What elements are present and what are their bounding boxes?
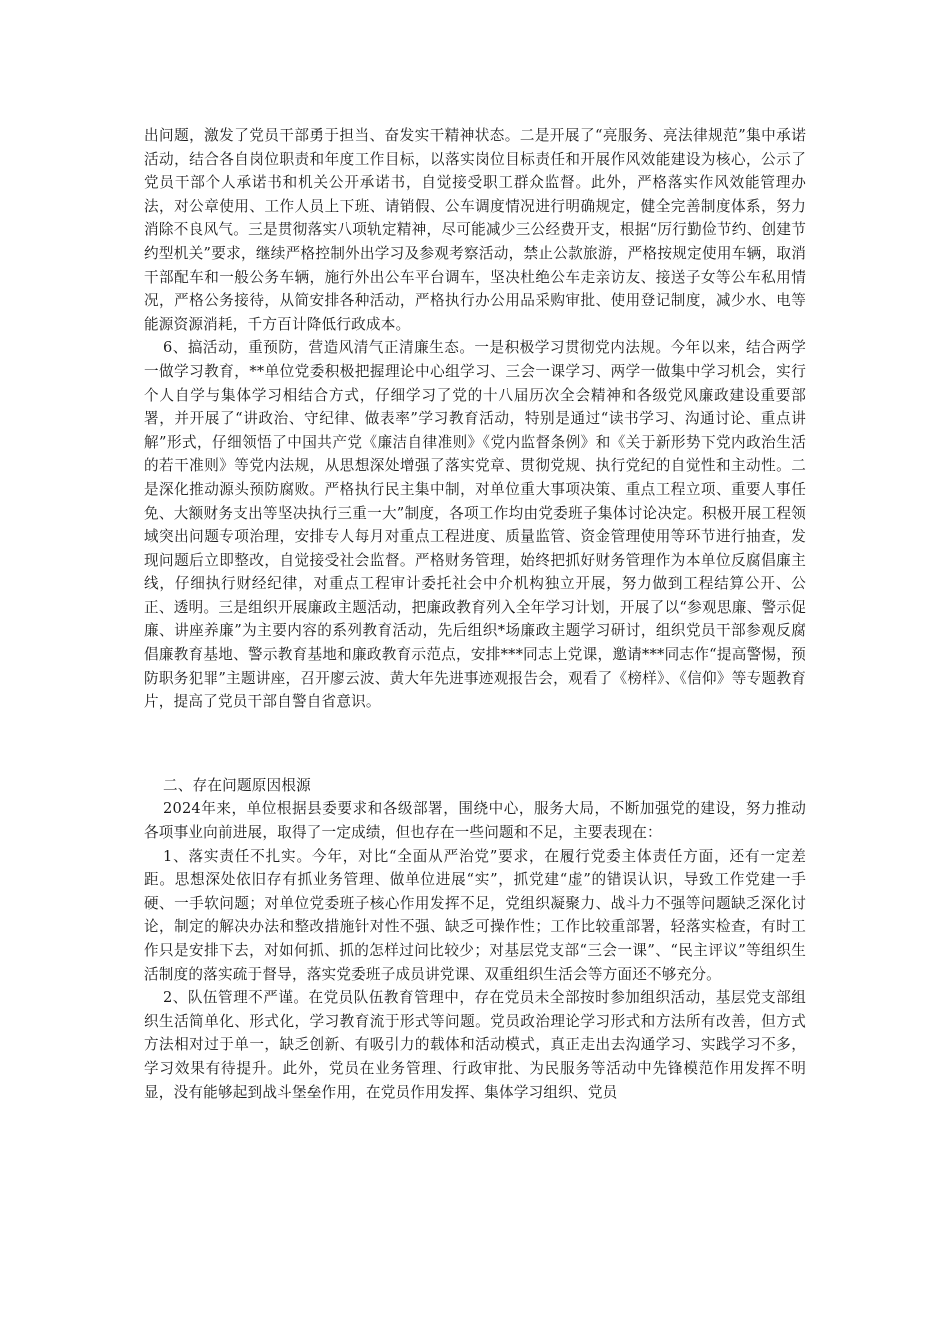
paragraph-item-1: 1、落实责任不扎实。今年，对比“全面从严治党”要求，在履行党委主体责任方面，还有一定差距。思想深处依旧存有抓业务管理、做单位进展“实”，抓党建“虚”的错误认识，导致工作党建一手硬、一手软问题；对单位党委班子核心作用发挥不足，党组织凝聚力、战斗力不强等问题缺乏深化讨论，制定的解决办法和整改措施针对性不强、缺乏可操作性；工作比较重部署，轻落实检查，有时工作只是安排下去，对如何抓、抓的怎样过问比较少；对基层党支部“三会一课”、“民主评议”等组织生活制度的落实疏于督导，落实党委班子成员讲党课、双重组织生活会等方面还不够充分。 xyxy=(144,847,806,983)
section-spacer xyxy=(144,714,806,774)
section-heading: 二、存在问题原因根源 xyxy=(162,776,311,794)
paragraph-intro: 2024年来，单位根据县委要求和各级部署，围绕中心，服务大局，不断加强党的建设，努力推动各项事业向前进展，取得了一定成绩，但也存在一些问题和不足，主要表现在： xyxy=(144,800,806,842)
paragraph-continued: 出问题，激发了党员干部勇于担当、奋发实干精神状态。二是开展了“亮服务、亮法律规范”集中承诺活动，结合各自岗位职责和年度工作目标，以落实岗位目标责任和开展作风效能建设为核心，公示了党员干部个人承诺书和机关公开承诺书，自觉接受职工群众监督。此外，严格落实作风效能管理办法，对公章使用、工作人员上下班、请销假、公车调度情况进行明确规定，健全完善制度体系，努力消除不良风气。三是贯彻落实八项轨定精神，尽可能减少三公经费开支，根据“厉行勤俭节约、创建节约型机关”要求，继续严格控制外出学习及参观考察活动，禁止公款旅游，严格按规定使用车辆，取消干部配车和一般公务车辆，施行外出公车平台调车，坚决杜绝公车走亲访友、接送子女等公车私用情况，严格公务接待，从简安排各种活动，严格执行办公用品采购审批、使用登记制度，减少水、电等能源资源消耗，千方百计降低行政成本。 xyxy=(144,127,806,333)
paragraph-item-6: 6、搞活动，重预防，营造风清气正清廉生态。一是积极学习贯彻党内法规。今年以来，结合两学一做学习教育，**单位党委积极把握理论中心组学习、三会一课学习、两学一做集中学习机会，实行个人自学与集体学习相结合方式，仔细学习了党的十八届历次全会精神和各级党风廉政建设重要部署，并开展了“讲政治、守纪律、做表率”学习教育活动，特别是通过“读书学习、沟通讨论、重点讲解”形式，仔细领悟了中国共产党《廉洁自律准则》《党内监督条例》和《关于新形势下党内政治生活的若干准则》等党内法规，从思想深处增强了落实党章、贯彻党规、执行党纪的自觉性和主动性。二是深化推动源头预防腐败。严格执行民主集中制，对单位重大事项决策、重点工程立项、重要人事任免、大额财务支出等坚决执行三重一大”制度，各项工作均由党委班子集体讨论决定。积极开展工程领域突出问题专项治理，安排专人每月对重点工程进度、质量监管、资金管理使用等环节进行抽查，发现问题后立即整改，自觉接受社会监督。严格财务管理，始终把抓好财务管理作为本单位反腐倡廉主线，仔细执行财经纪律，对重点工程审计委托社会中介机构独立开展，努力做到工程结算公开、公正、透明。三是组织开展廉政主题活动，把廉政教育列入全年学习计划，开展了以“参观思廉、警示促廉、讲座养廉”为主要内容的系列教育活动，先后组织*场廉政主题学习研讨，组织党员干部参观反腐倡廉教育基地、警示教育基地和廉政教育示范点，安排***同志上党课，邀请***同志作“提高警惕，预防职务犯罪”主题讲座，召开廖云波、黄大年先进事迹观报告会，观看了《榜样》、《信仰》等专题教育片，提高了党员干部自警自省意识。 xyxy=(144,339,806,711)
paragraph-item-2: 2、队伍管理不严谨。在党员队伍教育管理中，存在党员未全部按时参加组织活动，基层党支部组织生活简单化、形式化，学习教育流于形式等问题。党员政治理论学习形式和方法所有改善，但方式方法相对过于单一，缺乏创新、有吸引力的载体和活动模式，真正走出去沟通学习、实践学习不多，学习效果有待提升。此外，党员在业务管理、行政审批、为民服务等活动中先锋模范作用发挥不明显，没有能够起到战斗堡垒作用，在党员作用发挥、集体学习组织、党员 xyxy=(144,989,806,1101)
document-body xyxy=(144,124,806,1104)
